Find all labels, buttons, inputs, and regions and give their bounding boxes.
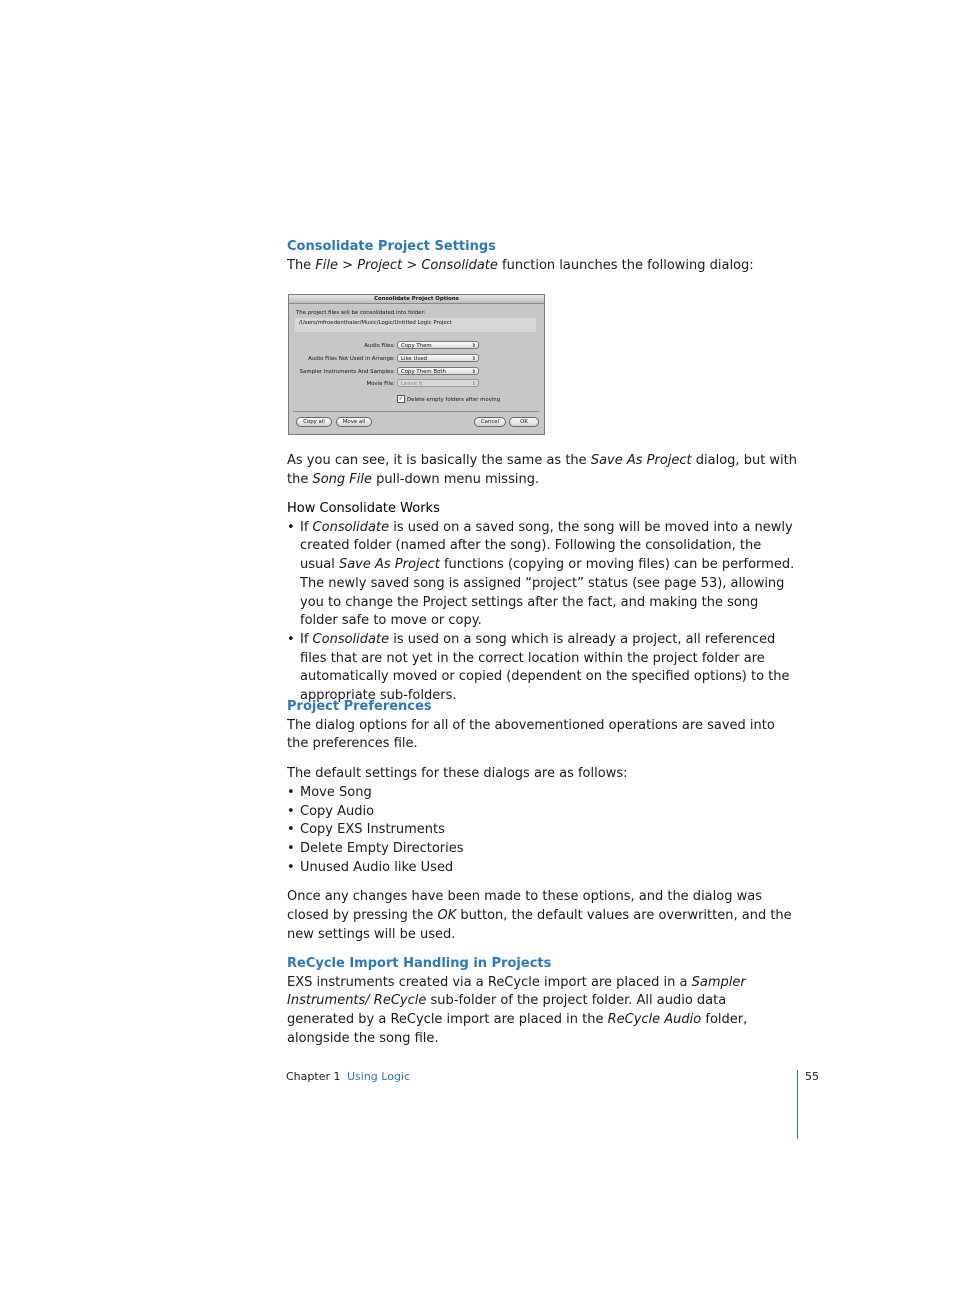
text: As you can see, it is basically the same as the — [287, 453, 591, 468]
popup-value: Like Used — [401, 356, 427, 362]
text-ok: OK — [437, 908, 457, 924]
footer-chapter: Chapter 1 — [286, 1070, 341, 1083]
list-item — [287, 631, 797, 706]
dialog-message: The project files will be consolidated into folder: — [296, 310, 426, 316]
text: pull-down menu missing. — [372, 471, 540, 487]
text-file: File — [315, 257, 339, 273]
delete-empty-checkbox[interactable]: ✓ — [398, 396, 404, 402]
text: sub-folder of the project folder. All audio data generated by a ReCycle import are placed in the — [287, 993, 727, 1028]
text: EXS instruments created via a ReCycle import are placed in a — [287, 974, 692, 990]
movie-label: Movie File: — [366, 381, 395, 387]
text: Once any changes have been made to these options, and the dialog was closed by pressing the — [287, 889, 762, 924]
audio-files-label: Audio Files: — [364, 343, 395, 349]
delete-empty-label: Delete empty folders after moving — [407, 397, 501, 403]
text: is used on a saved song, the song will be moved into a newly created folder (named after the song). Following the consolidation, the usual — [300, 519, 793, 573]
list-item: • Delete Empty Directories — [287, 840, 797, 859]
move-all-button[interactable]: Move all — [336, 417, 372, 427]
section-recycle — [287, 955, 797, 1049]
copy-all-button[interactable]: Copy all — [296, 417, 332, 427]
text-consolidate: Consolidate — [312, 519, 390, 535]
popup-value: Leave It — [401, 381, 423, 387]
paragraph — [287, 452, 797, 489]
audio-files-popup[interactable] — [397, 341, 479, 349]
text-consolidate: Consolidate — [312, 631, 390, 647]
updown-arrow-icon: ⇕ — [471, 356, 476, 362]
how-list — [287, 519, 797, 706]
popup-value: Copy Them Both — [401, 369, 446, 375]
dialog-title: Consolidate Project Options — [289, 295, 544, 304]
text-save-as: Save As Project — [590, 453, 692, 468]
not-used-popup[interactable] — [397, 354, 479, 362]
text: functions (copying or moving files) can be performed. — [439, 557, 795, 573]
sampler-popup[interactable] — [397, 367, 479, 375]
list-item — [287, 519, 797, 631]
footer-chapter-title: Using Logic — [347, 1070, 411, 1083]
heading-recycle: ReCycle Import Handling in Projects — [287, 956, 552, 971]
page-number: 55 — [805, 1070, 819, 1083]
updown-arrow-icon: ⇕ — [471, 343, 476, 349]
para-same-as — [287, 452, 797, 489]
text: function launches the following dialog: — [497, 257, 754, 273]
paragraph — [287, 888, 797, 944]
ok-button[interactable]: OK — [509, 417, 539, 427]
list-item: • Copy Audio — [287, 803, 797, 822]
updown-arrow-icon: ⇕ — [471, 369, 476, 375]
text-consolidate: Consolidate — [421, 257, 498, 273]
text: folder, alongside the song file. — [287, 1012, 748, 1046]
text-save-as: Save As Project — [338, 557, 440, 573]
heading-consolidate: Consolidate Project Settings — [287, 239, 496, 254]
not-used-label: Audio Files Not Used in Arrange: — [308, 356, 395, 362]
section-consolidate — [287, 238, 797, 275]
text-recycle-audio: ReCycle Audio — [607, 1012, 702, 1028]
text: The newly saved song is assigned “project” status (see page 53), allowing you to change the Project settings after the fact, and making the song folder safe to move or copy. — [300, 575, 785, 629]
list-item: • Move Song — [287, 784, 797, 803]
paragraph — [287, 974, 797, 1049]
text: > — [402, 257, 422, 273]
text-sampler: Sampler Instruments/ ReCycle — [287, 974, 746, 1009]
defaults-list — [287, 784, 797, 878]
text: dialog, but with the — [287, 453, 798, 487]
section-how — [287, 500, 797, 706]
paragraph: The default settings for these dialogs are as follows: — [287, 766, 628, 782]
updown-arrow-icon: ⇕ — [471, 381, 476, 387]
text: If — [300, 631, 313, 647]
text: The — [287, 257, 316, 273]
paragraph: The dialog options for all of the abovementioned operations are saved into the preferences file. — [287, 717, 775, 752]
movie-popup[interactable] — [397, 379, 479, 387]
text: > — [338, 257, 358, 273]
text: If — [300, 519, 313, 535]
text: is used on a song which is already a project, all referenced files that are not yet in the correct location within the project folder are automatically moved or copied (dependent on the specified options) to the appropriate sub-folders. — [300, 631, 790, 704]
divider — [293, 411, 539, 412]
text: button, the default values are overwritten, and the new settings will be used. — [287, 908, 792, 942]
heading-prefs: Project Preferences — [287, 699, 432, 714]
footer-rule — [797, 1070, 798, 1139]
cancel-button[interactable]: Cancel — [474, 417, 506, 427]
sampler-label: Sampler Instruments And Samples: — [299, 369, 395, 375]
heading-how: How Consolidate Works — [287, 501, 440, 516]
popup-value: Copy Them — [401, 343, 432, 349]
consolidate-dialog — [288, 294, 545, 435]
list-item: • Unused Audio like Used — [287, 859, 797, 878]
text-project: Project — [357, 257, 403, 273]
list-item: • Copy EXS Instruments — [287, 821, 797, 840]
dialog-path: /Users/mfroedenthaler/Music/Logic/Untitled Logic Project — [299, 320, 452, 326]
intro-paragraph — [287, 257, 797, 276]
section-prefs — [287, 698, 797, 944]
text-song-file: Song File — [312, 471, 372, 487]
